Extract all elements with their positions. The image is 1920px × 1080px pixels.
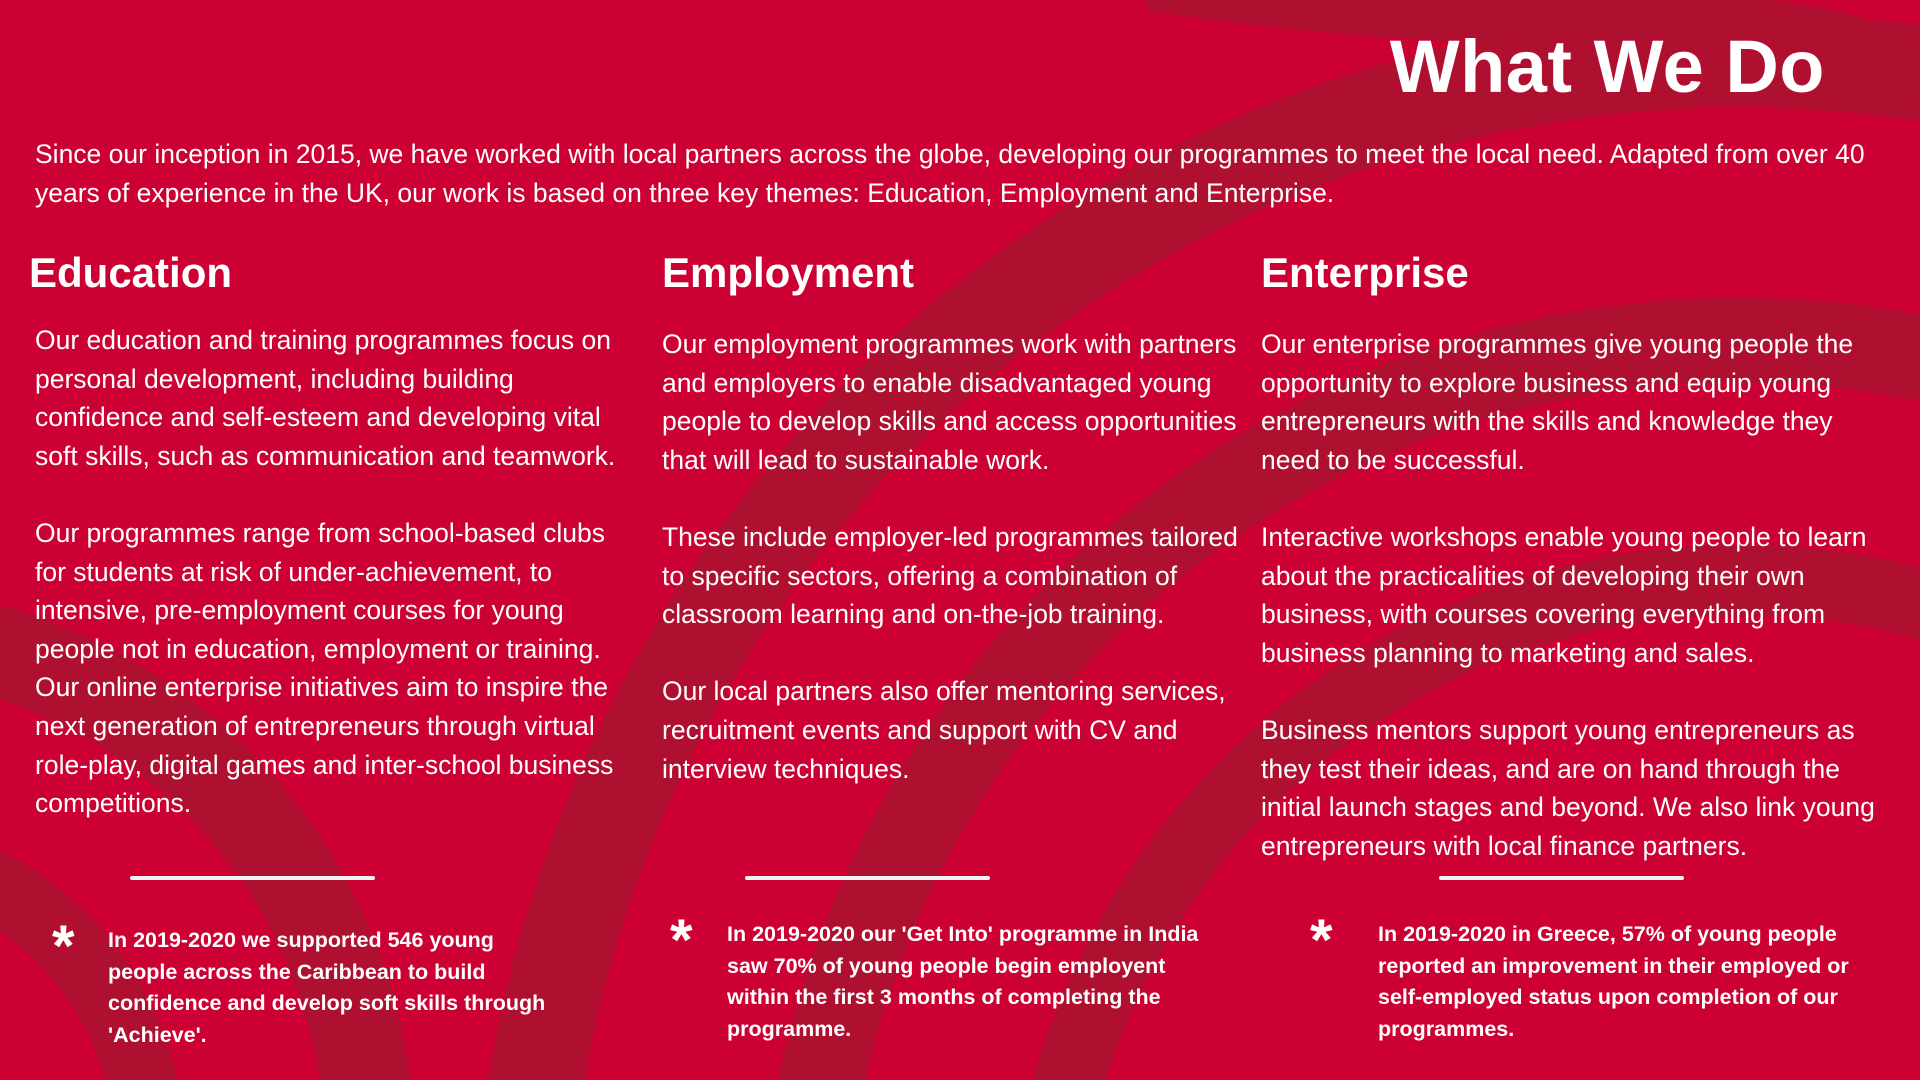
asterisk-icon: * [52, 914, 75, 979]
asterisk-icon: * [670, 908, 693, 973]
employment-stat-text: In 2019-2020 our 'Get Into' programme in India saw 70% of young people begin employent within the first 3 months of completing the programme. [727, 922, 1199, 1041]
employment-column [662, 245, 1252, 788]
education-heading: Education [29, 249, 233, 296]
enterprise-body [1261, 325, 1881, 865]
enterprise-divider [1439, 876, 1684, 880]
education-divider [130, 876, 375, 880]
page-title: What We Do [1389, 25, 1825, 108]
employment-paragraph: These include employer-led programmes tailored to specific sectors, offering a combination of classroom learning and on-the-job training. [662, 521, 1238, 630]
intro-text: Since our inception in 2015, we have worked with local partners across the globe, developing our programmes to meet the local need. Adapted from over 40 years of experience in the UK, our work is based on three key themes: Education, Employment and Enterprise. [35, 139, 1865, 208]
employment-heading: Employment [662, 249, 915, 296]
enterprise-column [1261, 245, 1881, 865]
education-column [29, 245, 639, 823]
enterprise-paragraph: Our enterprise programmes give young people the opportunity to explore business and equip young entrepreneurs with the skills and knowledge they need to be successful. [1261, 329, 1854, 475]
employment-paragraph: Our employment programmes work with partners and employers to enable disadvantaged young people to develop skills and access opportunities that will lead to sustainable work. [662, 329, 1237, 475]
enterprise-heading: Enterprise [1261, 249, 1469, 296]
education-stat-text: In 2019-2020 we supported 546 young people across the Caribbean to build confidence and develop soft skills through 'Achieve'. [108, 928, 546, 1047]
enterprise-stat-text: In 2019-2020 in Greece, 57% of young people reported an improvement in their employed or self-employed status upon completion of our programmes. [1378, 922, 1849, 1041]
asterisk-icon: * [1310, 908, 1333, 973]
employment-body [662, 325, 1252, 788]
education-paragraph: Our education and training programmes focus on personal development, including building confidence and self-esteem and developing vital soft skills, such as communication and teamwork. [35, 325, 616, 471]
education-paragraph: Our programmes range from school-based clubs for students at risk of under-achievement, to intensive, pre-employment courses for young people not in education, employment or training. Our online enterprise initiatives aim to inspire the next generation of entrepreneurs through virtual role-play, digital games and inter-school business competitions. [35, 517, 614, 819]
enterprise-paragraph: Interactive workshops enable young people to learn about the practicalities of developing their own business, with courses covering everything from business planning to marketing and sales. [1261, 521, 1867, 668]
employment-divider [745, 876, 990, 880]
employment-paragraph: Our local partners also offer mentoring services, recruitment events and support with CV and interview techniques. [662, 676, 1226, 784]
enterprise-paragraph: Business mentors support young entrepreneurs as they test their ideas, and are on hand through the initial launch stages and beyond. We also link young entrepreneurs with local finance partners. [1261, 714, 1875, 861]
education-body [29, 321, 639, 823]
